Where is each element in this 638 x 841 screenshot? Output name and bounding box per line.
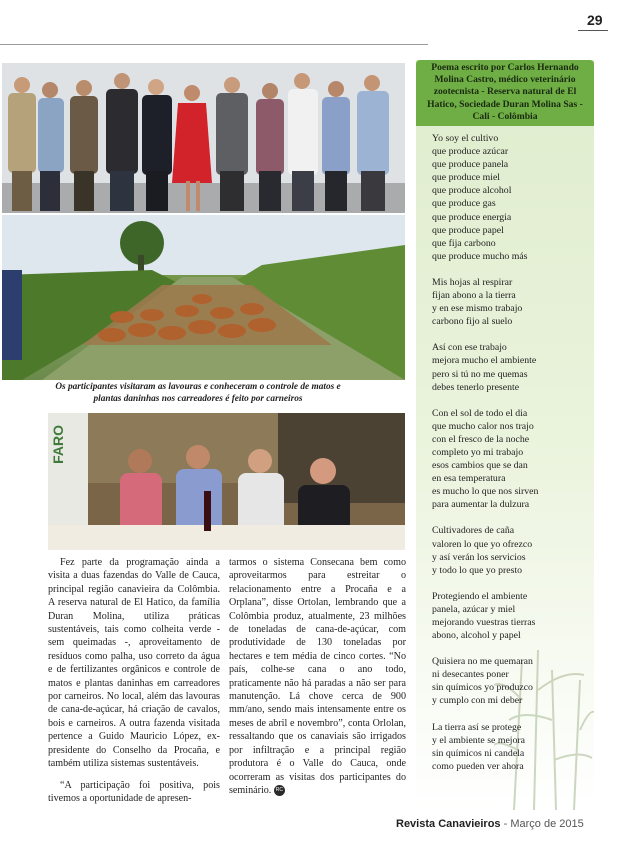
page-number: 29 bbox=[587, 12, 603, 28]
poem-line: y cumplo con mi deber bbox=[432, 695, 523, 707]
article-column-left bbox=[48, 556, 220, 813]
poem-line: que produce energia bbox=[432, 211, 512, 223]
poem-title: Poema escrito por Carlos Hernando Molina Castro, médico veterinário zootecnista - Reserva natural de El Hatico, Sociedade Duran Molina Sas - Cali - Colômbia bbox=[427, 62, 583, 122]
photo-caption: Os participantes visitaram as lavouras e conheceram o controle de matos e plantas daninhas nos carreadores é feito por carneiros bbox=[55, 382, 341, 404]
poem-line: y así verán los servicios bbox=[432, 551, 526, 563]
poem-line: que produce panela bbox=[432, 159, 509, 171]
poem-line: ni desecantes poner bbox=[432, 669, 509, 681]
poem-line: carbono fijo al suelo bbox=[432, 316, 513, 328]
poem-line: para aumentar la dulzura bbox=[432, 499, 530, 511]
poem-body bbox=[432, 132, 592, 773]
poem-line: con el fresco de la noche bbox=[432, 433, 530, 445]
poem-line: en esa temperatura bbox=[432, 473, 506, 485]
poem-line: sin químicos ni candela bbox=[432, 747, 525, 759]
poem-line: y todo lo que yo presto bbox=[432, 564, 523, 576]
poem-line: panela, azúcar y miel bbox=[432, 603, 516, 615]
participants-group-photo bbox=[2, 63, 405, 213]
end-mark-icon: RC bbox=[274, 785, 285, 796]
poem-line: Así con ese trabajo bbox=[432, 342, 507, 354]
magazine-name: Revista Canavieiros bbox=[396, 818, 501, 830]
stanza-break bbox=[432, 394, 592, 407]
poem-line: que produce papel bbox=[432, 224, 504, 236]
poem-line: que produce gas bbox=[432, 198, 496, 210]
poem-line: completo yo mi trabajo bbox=[432, 446, 524, 458]
article-paragraph: Fez parte da programação ainda a visita a duas fazendas do Valle de Cauca, principal região canavieira da Colômbia. A reserva natural de El Hatico, da família Duran Molina, utiliza práticas sustentáveis, tais como colheita verde - sem queimadas -, aproveitamento de resíduos como palha, uso correto da água e de fertilizantes orgânicos e controle de matos e plantas daninhas em carreadores por carneiros. No local, além das lavouras de cana-de-açúcar, há criação de cavalos, bois e carneiros. A outra fazenda visitada pertence a Guido Mauricio López, ex-presidente do Conselho da Procaña, e também utiliza sistemas sustentáveis. bbox=[48, 557, 220, 770]
article-column-right bbox=[229, 556, 406, 797]
poem-line: Yo soy el cultivo bbox=[432, 133, 499, 144]
poem-line: valoren lo que yo ofrezco bbox=[432, 538, 533, 550]
banner-logo-text: FARO bbox=[50, 425, 66, 464]
dinner-photo bbox=[48, 413, 405, 550]
page-number-underline bbox=[578, 30, 608, 31]
poem-line: que produce azúcar bbox=[432, 146, 509, 158]
poem-line: Quisiera no me quemaran bbox=[432, 656, 533, 668]
poem-line: pero si tú no me quemas bbox=[432, 368, 528, 380]
article-paragraph: “A participação foi positiva, pois tivemos a oportunidade de apresen- bbox=[48, 779, 220, 804]
page-footer bbox=[396, 818, 584, 830]
poem-line: que produce miel bbox=[432, 172, 501, 184]
stanza-break bbox=[432, 577, 592, 590]
issue-date: - Março de 2015 bbox=[500, 818, 584, 830]
poem-line: y en ese mismo trabajo bbox=[432, 303, 523, 315]
stanza-break bbox=[432, 328, 592, 341]
article-paragraph: tarmos o sistema Consecana bem como aproveitarmos para estreitar o relacionamento entre a Procaña e a Orplana”, disse Ortolan, lembrando que a Colômbia produz, atualmente, 23 milhões de toneladas de cana-de-açúcar, com produtividade de 130 toneladas por hectares e tem média de cinco cortes. “No país, colhe-se cana o ano todo, praticamente não há paradas a não ser para manutenção. Lá chove cerca de 900 mm/ano, sendo mais intensamente entre os meses de abril e novembro”, conta Orlolan, ressaltando que os canaviais são irrigados por infiltração e a principal região produtora é o Valle do Cauca, onde ocorreram as visitas dos participantes do seminário. bbox=[229, 557, 406, 796]
poem-line: La tierra así se protege bbox=[432, 721, 522, 733]
stanza-break bbox=[432, 263, 592, 276]
stanza-break bbox=[432, 642, 592, 655]
sheep-herd-photo bbox=[2, 215, 405, 380]
stanza-break bbox=[432, 708, 592, 721]
poem-line: que produce alcohol bbox=[432, 185, 512, 197]
poem-line: Con el sol de todo el dia bbox=[432, 407, 528, 419]
poem-line: abono, alcohol y papel bbox=[432, 630, 521, 642]
poem-line: es mucho lo que nos sirven bbox=[432, 486, 539, 498]
poem-line: mejora mucho el ambiente bbox=[432, 355, 537, 367]
stanza-break bbox=[432, 511, 592, 524]
poem-line: Protegiendo el ambiente bbox=[432, 590, 528, 602]
poem-line: debes tenerlo presente bbox=[432, 381, 520, 393]
poem-line: fijan abono a la tierra bbox=[432, 290, 516, 302]
poem-line: Mis hojas al respirar bbox=[432, 276, 513, 288]
top-rule bbox=[0, 44, 428, 45]
poem-line: Cultivadores de caña bbox=[432, 525, 515, 537]
poem-line: esos cambios que se dan bbox=[432, 460, 528, 472]
poem-line: que produce mucho más bbox=[432, 250, 528, 262]
poem-line: sin químicos yo produzco bbox=[432, 682, 533, 694]
poem-line: que mucho calor nos trajo bbox=[432, 420, 534, 432]
poem-line: que fija carbono bbox=[432, 237, 496, 249]
poem-line: como pueden ver ahora bbox=[432, 760, 524, 772]
poem-line: y el ambiente se mejora bbox=[432, 734, 526, 746]
poem-line: mejorando vuestras tierras bbox=[432, 617, 536, 628]
